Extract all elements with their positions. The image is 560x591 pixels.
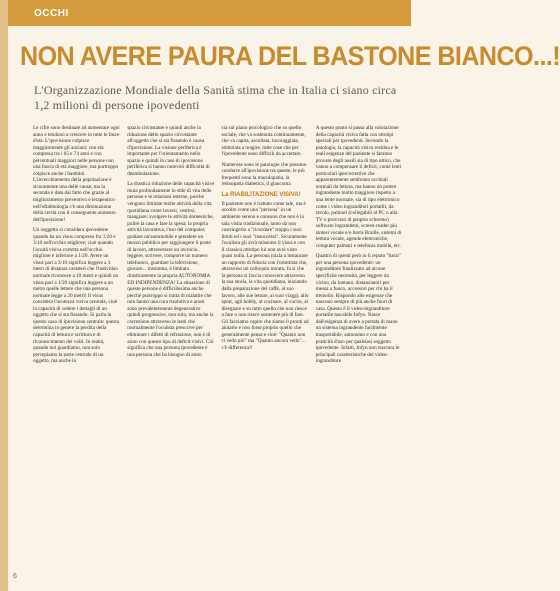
article-column-1 <box>33 125 120 577</box>
paragraph: Un soggetto si considera ipovedente quando ha un visus compreso fra 1/20 e 3/10 nell'occhio migliore; cioè quando l'acuità visiva corretta nell'occhio migliore è inferiore a 1/20. Avere un visus pari a 3/10 significa leggere a 3 metri di distanza caratteri che l'individuo normale riconosce a 10 metri e quindi un visus pari a 1/20 significa leggere a un metro quelle lettere che una persona normale legge a 20 metri! Il visus considera l'acutezza visiva centrale, cioè la capacità di vedere i dettagli di un oggetto che si sta fissando. Si parla in questo caso di ipovisione centrale: questa determina in genere la perdita della capacità di lettura e scrittura e di riconoscimento dei volti. In realtà, quando noi guardiamo, non solo percepiamo la parte centrale di un oggetto, ma anche lo <box>33 227 120 365</box>
paragraph: La drastica riduzione delle capacità visive muta profondamente lo stile di vita delle persone e le relazioni esterne, poiché vengono limitate molte attività della vita quotidiana come lavarsi, vestirsi, mangiare; svolgere le attività domestiche, pulire la casa e fare la spesa; la propria attività lavorativa, l'uso del computer, guidare un'automobile e prendere un mezzo pubblico per raggiungere il posto di lavoro, attraversare un incrocio, leggere, scrivere, comporre un numero telefonico, guardare la televisione, giocare... insomma, è limitata drasticamente la propria AUTONOMIA ED INDIPENDENZA! La situazione di queste persone è difficilissima anche perché purtroppo si tratta di malattie che non hanno una cura risolutiva e aroni sono prevalentemente degenerative quindi progressive, non solo, ma anche la correzione attraverso le lenti che normalmente l'oculista prescrive per eliminare i difetti di refrazione, non è di aiuto con questo tipo di deficit visivi. Ciò significa che una persona ipovedente è una persona che ha bisogno di aiuto <box>127 181 215 358</box>
subtitle: L'Organizzazione Mondiale della Sanità stima che in Italia ci siano circa 1,2 milioni di persone ipovedenti <box>34 83 397 112</box>
paragraph: Le cifre sono destinate ad aumentare ogni anno e tendono a crescere in tutte le fasce d'età. L'ipovisione colpisce maggiormente gli anziani: con età compresa tra i 65 e 74 anni e con percentuali maggiori nelle persone con una fascia di età maggiore, ma purtroppo colpisce anche i bambini. L'invecchiamento della popolazione è sicuramente una delle cause, ma la seconda è data dal fatto che grazie al miglioramento preventivo e terapeutico nell'oftalmologia c'è una diminuzione della cecità con il conseguente aumento dell'ipovisione! <box>33 125 120 223</box>
article-column-4 <box>316 125 403 577</box>
paragraph: Il paziente non è trattato come tale, ma è accolto come una "persona" in un ambiente sereno e consono che non è la sala visita tradizionale, tanto da non costringerlo a "ricordare" troppo i suoi limiti ed i suoi "insuccessi". Sicuramente l'oculista gli avrà misurato il visus e con il classico ottotipo lui non avrà visto quasi nulla. La persona inizia a instaurare un rapporto di fiducia con l'ortottista che, attraverso un colloquio mirato, fa sì che la persona si faccia conoscere attraverso la sua storia, la vita quotidiana, iniziando dalla preparazione del caffè, al suo lavoro, alle sue letture, ai suoi viaggi, allo sport, agli hobby, al cucinare, al cucire, al disegnare e su tutto quello che non riesce a fare o non riesce sostenere più di fare. Gli facciamo capire che siamo lì pronti ad aiutarlo e non forse proprio quello che generalmente pensa e cioè: "Quanto non ci vedo più" ma "Quanto ancora vedo"... c'è differenza!! <box>221 200 309 351</box>
paragraph: Numerose sono le patologie che possono condurre all'ipovisione tra queste, le più frequenti sono la maculopatia, la retinopatia diabetica, il glaucoma <box>221 161 307 188</box>
paragraph: A questo punto si passa alla valutazione della capacità visiva fatta con ottotipi speciali per ipovedenti. Secondo la patologia, la capacità visiva residua e le reali esigenze del paziente si faranno provare degli ausili sia di tipo ottico, che vanno a compensare il deficit, come lenti particolari ipercorrettive che apparentemente sembrano occhiali normali da lettura, ma hanno un potere ingrandente molto maggiore rispetto a una lente normale, sia di tipo elettronico come i video ingranditori portatili, da tavolo, palmari (collegabili al PC o alla TV o provvisti di proprio schermo) software ingrandenti, screen-reader più sintesi vocale e/o barra Braille, sistemi di lettura vocale, agende elettroniche, computer palmari e telefonia mobile, etc. <box>315 125 402 249</box>
article-column-3 <box>222 125 309 577</box>
headline: NON AVERE PAURA DEL BASTONE BIANCO...! <box>20 41 560 71</box>
paragraph: Quattro di questi però io li reputo "basic" per una persona ipovedente: un ingranditore finalizzato ad alcune specifiche necessità, per leggere da vicino, da lontano, distanziatori per messa a fuoco, accessori per chi ha il tremolio. Rispondo alle esigenze che nascono sempre di più anche fuori di casa. Questo è il video-ingranditore portatile tascabile Infyn. Nasce dall'esigenza di avere a portata di mano un sistema ingrandente facilmente trasportabile, autonomo e con una praticità d'uso per qualsiasi soggetto ipovedente. Infatti, Infyn non trascura le principali caratteristiche del video-ingranditore <box>315 253 402 365</box>
section-heading: La RIABILITAZIONE VISIVA! <box>221 191 301 198</box>
section-label: OCCHI <box>34 8 69 19</box>
paragraph: sia sul piano psicologico che su quello sociale, che va sostenuta continuamente, che va capita, ascoltata, incoraggiata, stimolata a reagire, tutte cose che per l'ipovedente sono difficili da accettare. <box>221 125 306 158</box>
paragraph: spazio circostante e quindi anche la riduzione dello spazio circostante all'oggetto che si sta fissando è causa d'ipovisione. La visione periferica è importante per l'orientamento nello spazio e quindi in caso di ipovisione periferica si hanno notevoli difficoltà di deambulazione. <box>127 125 210 177</box>
article-column-2 <box>127 125 214 577</box>
article-body <box>33 125 403 577</box>
left-margin-strip <box>0 0 8 591</box>
section-tab <box>8 0 411 26</box>
page-number: 6 <box>13 573 17 580</box>
